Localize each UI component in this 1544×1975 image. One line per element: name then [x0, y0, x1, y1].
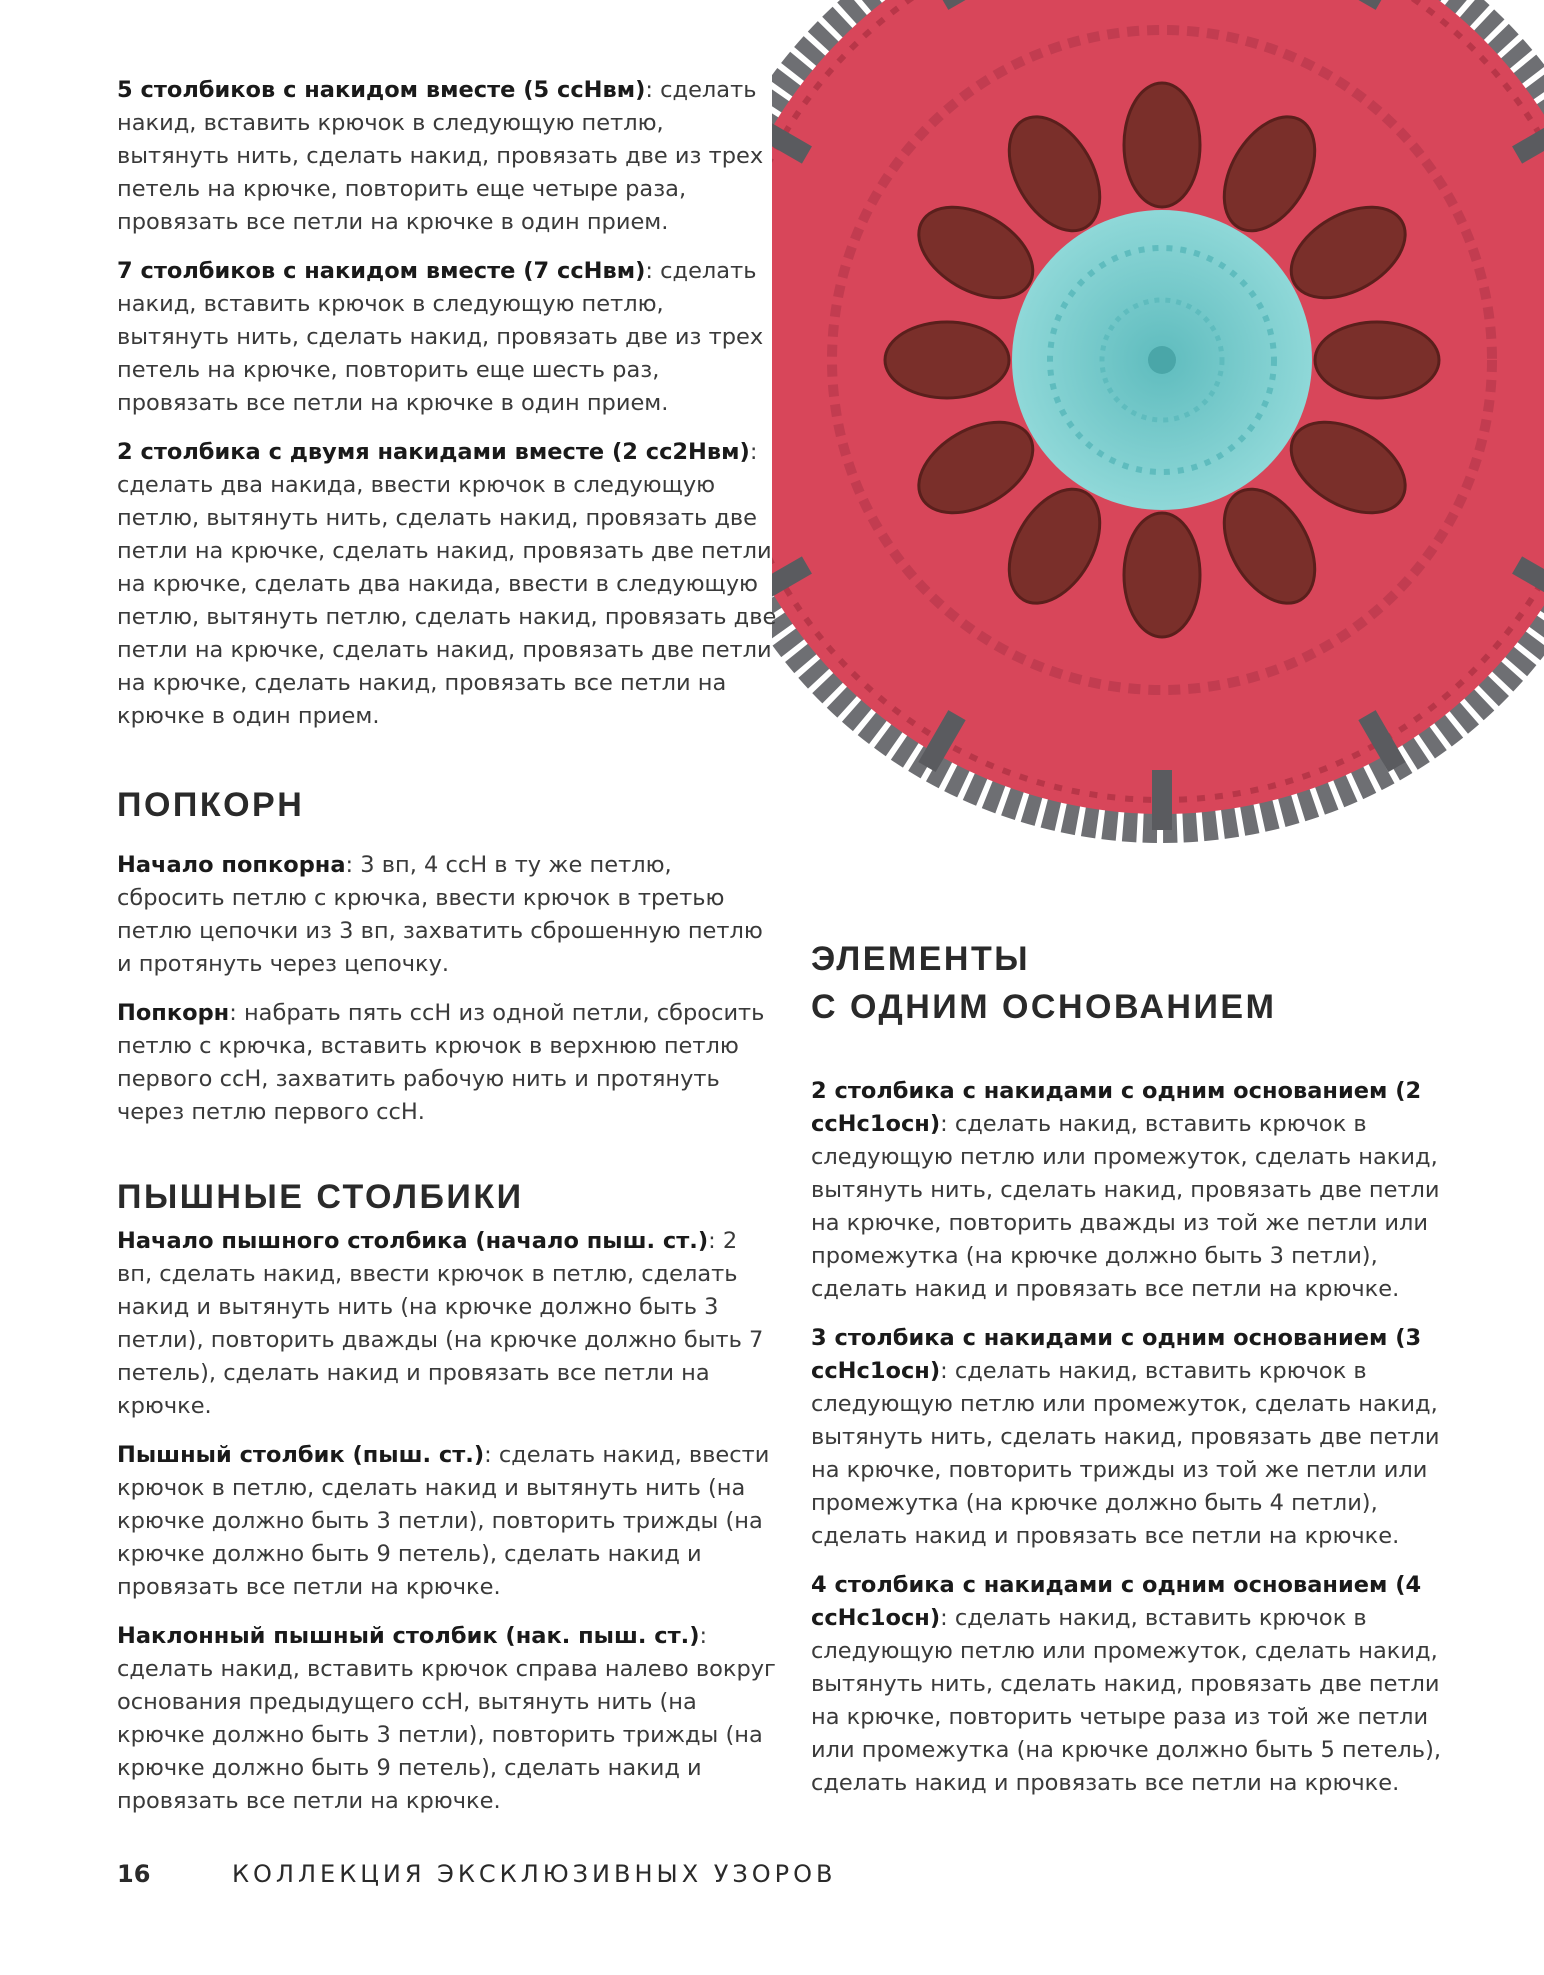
entry-text: : 3 вп, 4 ссН в ту же петлю, сбросить петлю с крючка, ввести крючок в третью петлю цепочки из 3 вп, захватить сброшенную петлю и протянуть через цепочку.: [117, 852, 763, 977]
entry-term: Пышный столбик (пыш. ст.): [117, 1442, 485, 1468]
section-heading-same-base-elements: [811, 935, 1431, 1031]
entry-text: : набрать пять ссН из одной петли, сбросить петлю с крючка, вставить крючок в верхнюю петлю первого ссН, захватить рабочую нить и протянуть через петлю первого ссН.: [117, 1000, 765, 1125]
entry-2-dc-same-base: [811, 1075, 1441, 1306]
entry-term: 4 столбика с накидами с одним основанием (4 ссНс1осн): [811, 1572, 1422, 1631]
entry-text: : сделать два накида, ввести крючок в следующую петлю, вытянуть нить, сделать накид, провязать две петли на крючке, сделать накид, провязать две петли на крючке, сделать два накида, ввести в следующую петлю, вытянуть петлю, сделать накид, провязать две петли на крючке, сделать накид, провязать две петли на крючке, сделать накид, провязать все петли на крючке в один прием.: [117, 439, 777, 729]
entry-3-dc-same-base: [811, 1322, 1441, 1553]
section-heading-puff-stitches: ПЫШНЫЕ СТОЛБИКИ: [117, 1178, 524, 1216]
right-column: [811, 1075, 1441, 1816]
entry-term: 2 столбика с двумя накидами вместе (2 сс2Нвм): [117, 439, 750, 465]
entry-puff-stitch: [117, 1439, 777, 1604]
entry-text: : сделать накид, вставить крючок в следующую петлю или промежуток, сделать накид, вытянуть нить, сделать накид, провязать две петли на крючке, повторить трижды из той же петли или промежутка (на крючке должно быть 4 петли), сделать накид и провязать все петли на крючке.: [811, 1358, 1440, 1549]
heading-line-2: С ОДНИМ ОСНОВАНИЕМ: [811, 988, 1277, 1026]
entry-term: 3 столбика с накидами с одним основанием (3 ссНс1осн): [811, 1325, 1422, 1384]
entry-text: : сделать накид, вставить крючок в следующую петлю или промежуток, сделать накид, вытянуть нить, сделать накид, провязать две петли на крючке, повторить дважды из той же петли или промежутка (на крючке должно быть 3 петли), сделать накид и провязать все петли на крючке.: [811, 1111, 1440, 1302]
entry-text: : 2 вп, сделать накид, ввести крючок в петлю, сделать накид и вытянуть нить (на крючке должно быть 3 петли), повторить дважды (на крючке должно быть 7 петель), сделать накид и провязать все петли на крючке.: [117, 1228, 764, 1419]
entry-text: : сделать накид, ввести крючок в петлю, сделать накид и вытянуть нить (на крючке должно быть 3 петли), повторить трижды (на крючке должно быть 9 петель), сделать накид и провязать все петли на крючке.: [117, 1442, 770, 1600]
left-column: [117, 74, 777, 1834]
page-footer: [117, 1854, 837, 1894]
entry-5-dc-together: [117, 74, 777, 239]
running-title: КОЛЛЕКЦИЯ ЭКСКЛЮЗИВНЫХ УЗОРОВ: [232, 1860, 837, 1888]
entry-term: Начало пышного столбика (начало пыш. ст.): [117, 1228, 709, 1254]
section-heading-popcorn: ПОПКОРН: [117, 786, 305, 824]
entry-term: Попкорн: [117, 1000, 230, 1026]
entry-text: : сделать накид, вставить крючок справа налево вокруг основания предыдущего ссН, вытянуть нить (на крючке должно быть 3 петли), повторить трижды (на крючке должно быть 9 петель), сделать накид и провязать все петли на крючке.: [117, 1623, 776, 1814]
entry-term: Наклонный пышный столбик (нак. пыш. ст.): [117, 1623, 700, 1649]
entry-popcorn: [117, 997, 777, 1129]
entry-term: 5 столбиков с накидом вместе (5 ссНвм): [117, 77, 646, 103]
crochet-motif-photo: [772, 0, 1544, 860]
entry-7-dc-together: [117, 255, 777, 420]
entry-puff-start: [117, 1225, 777, 1423]
entry-text: : сделать накид, вставить крючок в следующую петлю, вытянуть нить, сделать накид, провязать две из трех петель на крючке, повторить еще четыре раза, провязать все петли на крючке в один прием.: [117, 77, 764, 235]
page-number: 16: [117, 1860, 151, 1888]
entry-term: Начало попкорна: [117, 852, 346, 878]
entry-text: : сделать накид, вставить крючок в следующую петлю или промежуток, сделать накид, вытянуть нить, сделать накид, провязать две петли на крючке, повторить четыре раза из той же петли или промежутка (на крючке должно быть 5 петель), сделать накид и провязать все петли на крючке.: [811, 1605, 1441, 1796]
entry-popcorn-start: [117, 849, 777, 981]
entry-2-tr-together: [117, 436, 777, 733]
entry-term: 7 столбиков с накидом вместе (7 ссНвм): [117, 258, 646, 284]
entry-4-dc-same-base: [811, 1569, 1441, 1800]
entry-text: : сделать накид, вставить крючок в следующую петлю, вытянуть нить, сделать накид, провязать две из трех петель на крючке, повторить еще шесть раз, провязать все петли на крючке в один прием.: [117, 258, 764, 416]
entry-term: 2 столбика с накидами с одним основанием (2 ссНс1осн): [811, 1078, 1422, 1137]
heading-line-1: ЭЛЕМЕНТЫ: [811, 940, 1031, 978]
entry-slanted-puff-stitch: [117, 1620, 777, 1818]
